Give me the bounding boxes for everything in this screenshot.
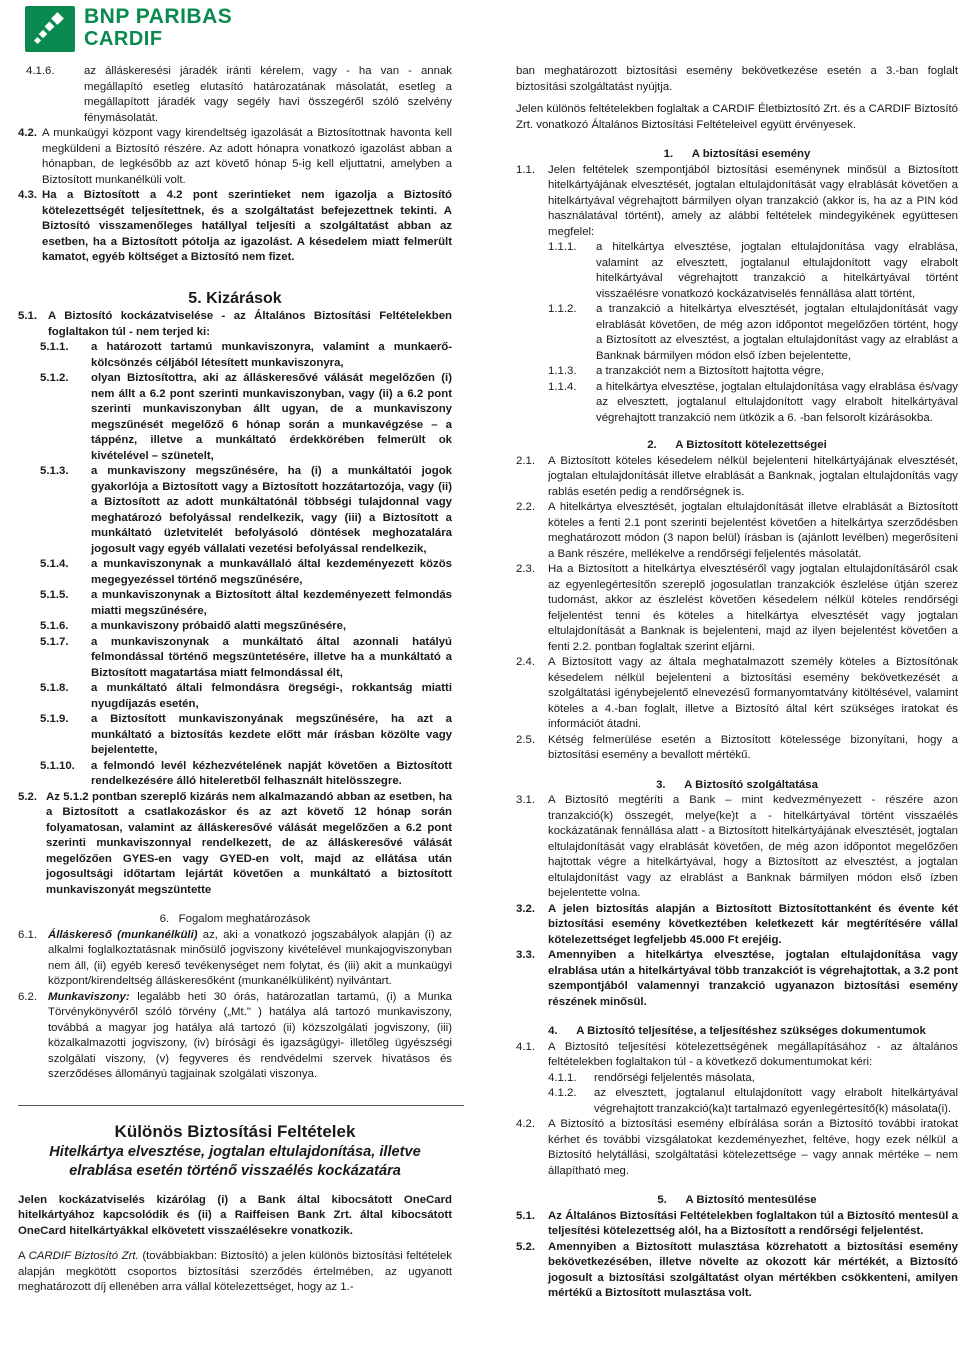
clause-text: a munkaviszony megszűnésére, ha (i) a munkáltatói jogok gyakorlója a Biztosított vagy a Biztosított hozzátartozója, vagy (ii) a Biztosított az adott munkáltatónál többségi tulajdonnal vagy meghatározó befolyással rendelkezik, vagy (iii) a Biztosított a munkáltató üzletvitelét befolyásoló döntések meghozatalára jogosult vagy egyéb vállalati vezetési befolyással rendelkezik, [91, 465, 452, 555]
numbered-clause [18, 557, 452, 588]
divider [18, 1105, 464, 1106]
clause-number: 1.1. [516, 163, 535, 176]
clause-number: 4.1. [516, 1040, 535, 1053]
clause-text: Kétség felmerülése esetén a Biztosított kötelessége bizonyítani, hogy a biztosítási esemény a bevallott mértékű. [548, 733, 958, 761]
clause-text: A munkaügyi központ vagy kirendeltség igazolását a Biztosítottnak havonta kell megküldeni a Biztosító részére. Az adott hónapra vonatkozó igazolást abban a hónapban, de legkésőbb az azt követő hónap 5-ig kell eljuttatni, amelyben a Biztosított munkanélküli volt. [42, 127, 452, 186]
clause-number: 2.3. [516, 563, 535, 575]
spacer [516, 764, 958, 778]
clause-text: az álláskeresési járadék iránti kérelem, vagy - ha van - annak megállapító esetleg elutasító határozatának másolatát, esetleg a megállapított járadék vagy segély havi összegéről szóló szelvény fénymásolatát. [84, 65, 452, 124]
clause-number: 5.1.10. [40, 759, 75, 772]
clause-number: 5.1.5. [40, 589, 69, 602]
logo-stars-icon [25, 6, 75, 52]
numbered-clause [18, 588, 452, 619]
numbered-clause [516, 1071, 958, 1087]
logo-line2: CARDIF [84, 28, 163, 50]
numbered-clause [516, 1240, 958, 1302]
numbered-clause [516, 364, 958, 380]
clause-text: a felmondó levél kézhezvételének napját követően a Biztosított rendelkezésére álló hiteleretből felhasznált hitelösszegre. [91, 759, 452, 788]
spacer [18, 898, 452, 912]
clause-text: a határozott tartamú munkaviszonyra, valamint a munkaerő-kölcsönzés céljából létesített munkaviszonyra, [91, 341, 452, 369]
section-heading: 1. A biztosítási esemény [663, 148, 811, 160]
clause-text: a tranzakció a hitelkártya elvesztését, jogtalan eltulajdonítását vagy elrablását követően, de még azon időpontot megelőzően történt, hogy a Biztosított az elvesztést, a jogtalan eltulajdonítást vagy az elrablást a Banknak bármilyen módon első ízben bejelentette, [596, 303, 958, 362]
kbf-intro: A CARDIF Biztosító Zrt. (továbbiakban: Biztosító) a jelen különös biztosítási feltételek alapján megkötött csoportos biztosítási szerződés értelmében, az ugyanott meghatározott díj ellenében arra vállal kötelezettséget, hogy az 1.- [18, 1250, 452, 1294]
clause-number: 5.1.3. [40, 465, 69, 478]
clause-text: Jelen feltételek szempontjából biztosítási eseménynek minősül a Biztosított hitelkártyájának elvesztését, jogtalan eltulajdonítását vagy elrablását követően a hitelkártyával végrehajtott bármilyen olyan tranzakció (akkor is, ha az a PIN kód használatával történt), amely az alábbi feltételek mindegyikének együttesen megfelel: [548, 163, 958, 238]
clause-number: 4.2. [516, 1118, 535, 1130]
clause-text: a hitelkártya elvesztése, jogtalan eltulajdonítása vagy elrablása és/vagy az elvesztett, jogtalanul eltulajdonított vagy elrabolt hitelkártyával végrehajtott tranzakció nem ütközik a 6. -ban felsorolt kizárásokba. [596, 380, 958, 424]
clause-number: 5.2. [18, 790, 37, 803]
clause-number: 5.1.2. [40, 372, 69, 385]
paragraph: ban meghatározott biztosítási esemény bekövetkezése esetén a 3.-ban foglalt biztosítási szolgáltatást nyújtja. [516, 65, 958, 93]
clause-number: 4.1.2. [548, 1087, 577, 1099]
clause-text: a tranzakciót nem a Biztosított hajtotta végre, [596, 365, 824, 377]
clause-text: Munkaviszony: legalább heti 30 órás, határozatlan tartamú, (i) a Munka Törvénykönyvéről szóló törvény („Mt." ) hatálya alá tartozó munkaviszony, továbbá a magyar jog hatálya alá tartozó (ii) közszolgálati jogviszony, (iii) közalkalmazotti jogviszony, (iv) bírósági és igazságügyi- illetőleg ügyészségi szolgálati viszony, (v) fegyveres és rendvédelmi szervek hivatásos és szerződéses állományú tagjainak szolgálati viszonya. [48, 990, 452, 1081]
section-heading: 5. A Biztosító mentesülése [657, 1194, 817, 1206]
clause-number: 4.2. [18, 127, 37, 139]
section-heading: 2. A Biztosított kötelezettségei [647, 439, 827, 451]
clause-text: a munkaviszonynak a munkáltató által azonnali hatályú felmondással történő megszüntetésére, illetve ha a munkáltató a Biztosított magatartása miatt felmondással élt, [91, 635, 452, 679]
numbered-clause [516, 302, 958, 364]
clause-text: Ha a Biztosított a 4.2 pont szerintieket nem igazolja a Biztosító kötelezettségét teljesítettnek, és a szolgáltatást befejezettnek tekinti. A Biztosító visszamenőleges hatállyal teljesíti a szolgáltatást abban az esetben, ha a Biztosított pótolja az igazolást. A késedelem miatt felmerült kamatot, egyéb költséget a Biztosító nem fizet. [42, 189, 452, 263]
numbered-clause [18, 64, 452, 126]
numbered-clause [516, 380, 958, 427]
numbered-clause [516, 1040, 958, 1071]
clause-number: 4.1.1. [548, 1071, 577, 1084]
kbf-title: Különös Biztosítási Feltételek [114, 1121, 356, 1141]
clause-number: 2.1. [516, 454, 535, 467]
clause-number: 1.1.3. [548, 365, 577, 377]
clause-text: A hitelkártya elvesztését, jogtalan eltulajdonítását illetve elrablását a Biztosított köteles a fenti 2.1 pont szerinti bejelentést követően a hitelkártya szerződésben meghatározott módon (3 napon belül) írásban is (ajánlott levélben) megerősíteni a Bank részére, mellékelve a rendőrségi feljelentés másolatát. [548, 501, 958, 560]
clause-number: 3.1. [516, 794, 535, 806]
numbered-clause [18, 309, 452, 340]
clause-number: 4.3. [18, 189, 37, 201]
clause-number: 4.1.6. [26, 65, 55, 77]
clause-text: A Biztosító megtéríti a Bank – mint kedvezményezett - részére azon tranzakció(k) összegét, melye(ke)t a - hitelkártyával történt visszaélés kockázatának fennállása alatt - a Biztosított hitelkártyájának elvesztését, jogtalan eltulajdonítását vagy elrablását követően, de még azon időpontot megelőzően hajtottak végre a hitelkártyával, hogy a Biztosított az elvesztést, a jogtalan eltulajdonítást vagy az elrablást a Banknak bármilyen módon első ízben bejelentette volna. [548, 794, 958, 899]
clause-text: A Biztosított köteles késedelem nélkül bejelenteni hitelkártyájának elvesztését, jogtalan eltulajdonítását illetve elrablását a Banknak, jogtalan eltulajdonítás vagy rablás esetén pedig a rendőrségnek is. [548, 454, 958, 498]
numbered-clause [18, 340, 452, 371]
clause-text: Amennyiben a Biztosított mulasztása közrehatott a biztosítási esemény bekövetkezésében, illetve növelte az okozott kár mértékét, a Biztosító jogosult a biztosítási szolgáltatást olyan mértékben csökkenteni, amilyen mértékű a Biztosított mulasztása volt. [548, 1240, 958, 1299]
logo-line1: BNP PARIBAS [84, 5, 233, 28]
clause-number: 2.4. [516, 656, 535, 668]
clause-text: Álláskereső (munkanélküli) az, aki a vonatkozó jogszabályok alapján (i) az alkalmi foglalkoztatásnak minősülő jogviszony kivételével munkajogviszonyban nem áll, (ii) egyéb kereső tevékenységet nem folytat, és (iii) akit a munkaügyi központ/kirendeltség álláskeresőként (munkanélküliként) nyilvántart. [48, 928, 452, 988]
clause-number: 5.1.8. [40, 682, 69, 695]
spacer [18, 266, 452, 288]
numbered-clause [516, 733, 958, 764]
numbered-clause [516, 1209, 958, 1240]
clause-text: Amennyiben a hitelkártya elvesztése, jogtalan eltulajdonítása vagy elrablása után a hitelkártyával több tranzakciót is végrehajtottak, a 3.2 pont szempontjából valamennyi tranzakció ugyanazon biztosítási esemény részének minősül. [548, 949, 958, 1008]
numbered-clause [18, 464, 452, 557]
clause-number: 1.1.2. [548, 303, 577, 315]
clause-text: A Biztosító teljesítési kötelezettségének megállapításához - az általános feltételekben foglaltakon túl - a következő dokumentumokat kéri: [548, 1040, 958, 1068]
clause-text: A Biztosító kockázatviselése - az Általános Biztosítási Feltételekben foglaltakon túl - nem terjed ki: [48, 310, 452, 338]
numbered-clause [516, 793, 958, 902]
clause-number: 5.1.4. [40, 558, 69, 571]
numbered-clause [516, 655, 958, 733]
numbered-clause [516, 902, 958, 949]
numbered-clause [18, 681, 452, 712]
section-heading: 6. Fogalom meghatározások [159, 913, 311, 926]
clause-text: a hitelkártya elvesztése, jogtalan eltulajdonítása vagy elrablása, valamint az elvesztett, jogtalanul eltulajdonított vagy elrabolt hitelkártyával végrehajtott tranzakció a hitelkártyával történt visszaélésre vonatkozó kockázatviselés fennállása alatt történt, [596, 241, 958, 300]
clause-number: 5.1. [18, 310, 37, 323]
clause-text: a munkaviszony próbaidő alatti megszűnésére, [91, 620, 347, 633]
numbered-clause [18, 712, 452, 759]
clause-text: az elvesztett, jogtalanul eltulajdonított vagy elrabolt hitelkártyával végrehajtott tranzakció(ka)t tartalmazó egyenlegértesítő(k) másolata(i). [594, 1087, 958, 1115]
bnp-paribas-cardif-logo [25, 6, 232, 52]
section-heading: 4. A Biztosító teljesítése, a teljesítéshez szükséges dokumentumok [548, 1025, 926, 1037]
clause-text: olyan Biztosítottra, aki az álláskeresővé válását megelőzően (i) nem állt a 6.2 pont szerinti munkaviszonyban, vagy (ii) a 6.2 pont szerinti munkaviszonyban állt ugyan, de a munkaviszony megszűnését megelőző 6 hónap során a munkavégzése – a táppénz, illetve a munkáltató érdekkörében felmerült ok kivételével – szünetelt, [91, 372, 452, 462]
clause-text: Az Általános Biztosítási Feltételekben foglaltakon túl a Biztosító mentesül a teljesítési kötelezettség alól, ha a Biztosított a rendőrségi feljelentést. [548, 1209, 958, 1237]
section-heading: 5. Kizárások [188, 289, 282, 307]
spacer [516, 1010, 958, 1024]
clause-text: a munkaviszonynak a munkavállaló által kezdeményezett közös megegyezéssel történő megszűnésére, [91, 558, 452, 586]
numbered-clause [18, 928, 452, 990]
spacer [516, 133, 958, 147]
right-column [516, 64, 958, 1302]
numbered-clause [18, 371, 452, 464]
clause-number: 3.3. [516, 949, 535, 961]
clause-number: 5.1.9. [40, 713, 69, 726]
clause-number: 1.1.1. [548, 241, 577, 253]
numbered-clause [18, 635, 452, 682]
spacer [516, 426, 958, 438]
numbered-clause [516, 163, 958, 241]
paragraph: Jelen különös feltételekben foglaltak a CARDIF Életbiztosító Zrt. és a CARDIF Biztosító Zrt. vonatkozó Általános Biztosítási Feltételeivel együtt érvényesek. [516, 103, 958, 131]
numbered-clause [516, 240, 958, 302]
numbered-clause [18, 126, 452, 188]
spacer [516, 95, 958, 102]
kbf-subtitle: Hitelkártya elvesztése, jogtalan eltulajdonítása, illetve elrablása esetén történő visszaélés kockázatára [49, 1143, 421, 1179]
numbered-clause [18, 759, 452, 790]
clause-text: A Biztosító a biztosítási esemény elbírálása során a Biztosító további iratokat kérhet és további vizsgálatokat kezdeményezhet, feltéve, hogy ezek nélkül a Biztosító helytállási, szolgáltatási kötelezettsége – vagy annak mértéke – nem állapítható meg. [548, 1118, 958, 1177]
clause-number: 6.1. [18, 928, 37, 941]
kbf-scope: Jelen kockázatviselés kizárólag (i) a Bank által kibocsátott OneCard hitelkártyához kapcsolódik és (ii) a Raiffeisen Bank Zrt. által kibocsátott OneCard hitelkártyákkal elkövetett visszaélésekre vonatkozik. [18, 1193, 452, 1237]
clause-text: a munkaviszonynak a Biztosított által kezdeményezett felmondás miatti megszűnésére, [91, 589, 452, 617]
clause-number: 5.1.1. [40, 341, 69, 354]
clause-text: a munkáltató általi felmondásra öregségi-, rokkantság miatti nyugdíjazás esetén, [91, 682, 452, 710]
clause-number: 2.2. [516, 501, 535, 513]
spacer [516, 1179, 958, 1193]
clause-text: rendőrségi feljelentés másolata, [594, 1071, 755, 1084]
clause-number: 3.2. [516, 902, 535, 915]
clause-text: Az 5.1.2 pontban szereplő kizárás nem alkalmazandó abban az esetben, ha a Biztosított a csatlakozáskor és az azt követő 12 hónap során folyamatosan, valamint az álláskeresővé válását megelőzően a 6.2 pont szerinti munkaviszonnyal rendelkezett, de az álláskeresővé válását megelőzően GYES-en vagy GYED-en volt, majd az ellátása után jogosultsági időtartam lejártát követően a munkáltató a biztosított munkaviszonyát megszüntette [46, 790, 452, 896]
clause-text: A jelen biztosítás alapján a Biztosított Biztosítottanként és évente két biztosítási esemény következtében keletkezett kár megtérítésére vállal kötelezettséget legfeljebb 45.000 Ft erejéig. [548, 902, 958, 946]
numbered-clause [18, 619, 452, 635]
numbered-clause [516, 500, 958, 562]
clause-text: A Biztosított vagy az általa meghatalmazott személy köteles a Biztosítónak késedelem nélkül bejelenteni a biztosítási esemény bekövetkezését a szolgáltatási igénybejelentő elnevezésű formanyomtatvány kitöltésével, valamint köteles a 4.-ban foglalt, illetve a Biztosító által kért szükséges iratokat és információt átadni. [548, 656, 958, 730]
clause-number: 5.1.7. [40, 635, 69, 648]
clause-number: 2.5. [516, 733, 535, 746]
numbered-clause [516, 562, 958, 655]
numbered-clause [516, 454, 958, 501]
numbered-clause [18, 990, 452, 1083]
clause-number: 5.1. [516, 1209, 535, 1222]
numbered-clause [18, 188, 452, 266]
left-column [18, 64, 452, 1296]
clause-number: 5.1.6. [40, 620, 69, 633]
clause-number: 1.1.4. [548, 380, 577, 393]
numbered-clause [516, 1117, 958, 1179]
clause-text: Ha a Biztosított a hitelkártya elvesztéséről vagy jogtalan eltulajdonításáról csak az egyenlegértesítőn szereplő jogosulatlan tranzakciók észlelése útján szerez tudomást, akkor az észlelést követően késedelem nélkül köteles rendőrségi feljelentést tenni és köteles a hitelkártya elvesztését vagy jogtalan eltulajdonítását a Banknak is bejelenteni, majd az ilyen bejelentést követően a fenti 2.2. pontban foglaltak szerint eljárni. [548, 563, 958, 653]
clause-text: a Biztosított munkaviszonyának megszűnésére, ha azt a munkáltató a biztosítás kezdete előtt már írásban közölte vagy bejelentette, [91, 713, 452, 757]
numbered-clause [516, 948, 958, 1010]
section-heading: 3. A Biztosító szolgáltatása [656, 778, 818, 791]
clause-number: 5.2. [516, 1240, 535, 1253]
numbered-clause [18, 790, 452, 899]
clause-number: 6.2. [18, 990, 37, 1003]
numbered-clause [516, 1086, 958, 1117]
